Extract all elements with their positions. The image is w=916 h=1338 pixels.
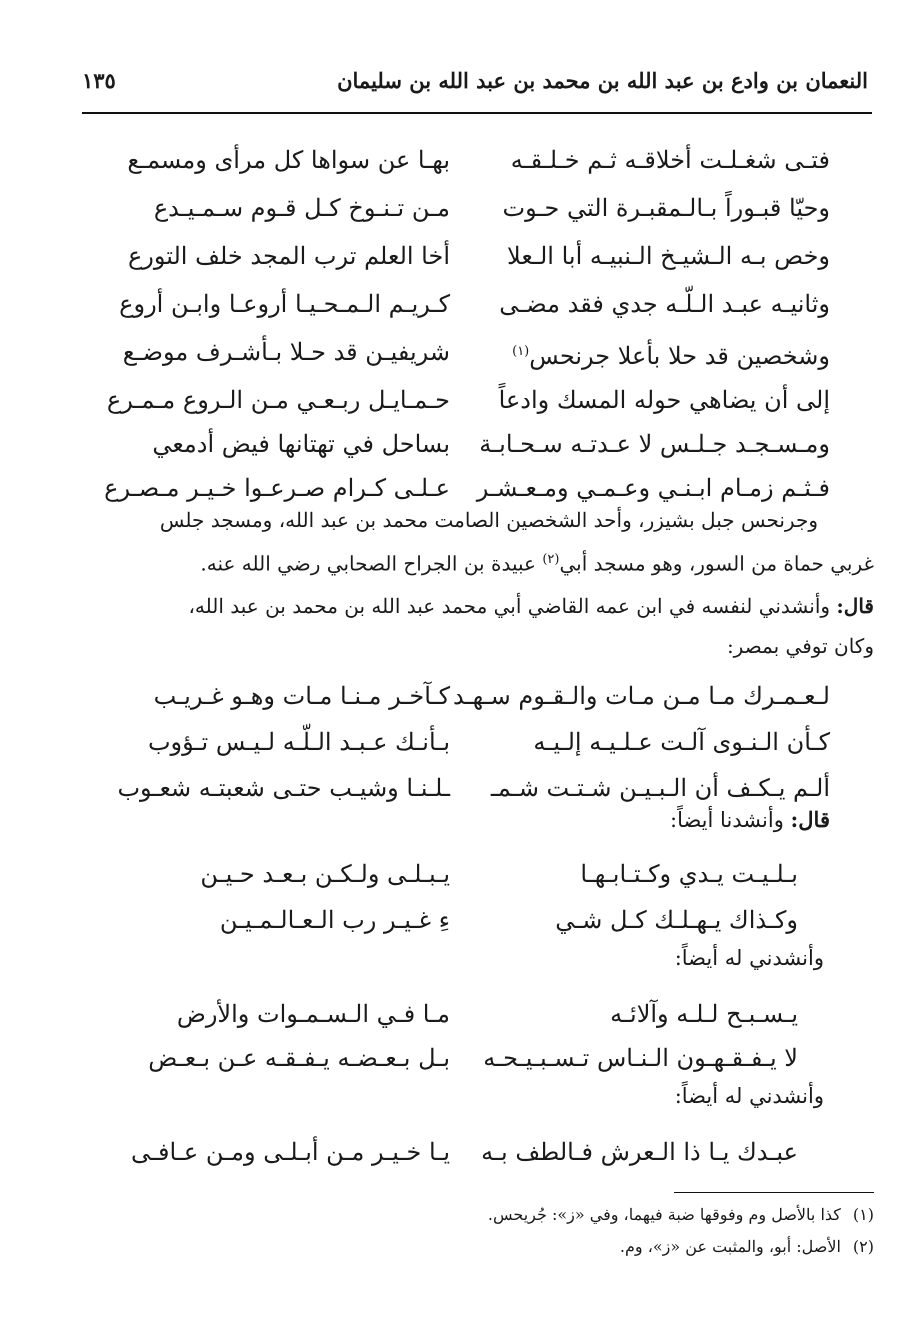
verse-first-hemistich: فتـى شغـلـت أخلاقـه ثـم خـلـقـه bbox=[510, 146, 830, 174]
prose-line bbox=[40, 540, 874, 584]
verse-second-hemistich: مـن تـنـوخ كـل قـوم سـمـيـدع bbox=[153, 194, 450, 222]
page-header bbox=[82, 62, 868, 102]
intro-text: وأنشدنا أيضاً: bbox=[670, 808, 791, 832]
verse-first-hemistich: فـثـم زمـام ابـنـي وعـمـي ومـعـشـر bbox=[476, 474, 830, 502]
verse-second-hemistich: عـلـى كـرام صـرعـوا خـيـر مـصـرع bbox=[104, 474, 450, 502]
verse-second-hemistich: بـأنـك عـبـد الـلّـه لـيـس تـؤوب bbox=[147, 728, 450, 756]
footnote bbox=[60, 1202, 874, 1228]
qal-label: قال: bbox=[790, 807, 830, 832]
commentary-paragraph bbox=[40, 500, 874, 584]
verse-first-hemistich: لـعـمـرك مـا مـن مـات والـقـوم سـهـد bbox=[452, 682, 830, 710]
footnote-marker[interactable]: (٢) bbox=[542, 552, 560, 567]
verse-first-hemistich: يـسـبـح لـلـه وآلائـه bbox=[610, 1000, 798, 1028]
footnote-text: كذا بالأصل وم وفوقها ضبة فيهما، وفي «ز»: جُريحس. bbox=[487, 1205, 841, 1224]
verse-second-hemistich: كـآخـر مـنـا مـات وهـو غـريـب bbox=[153, 682, 450, 710]
header-rule bbox=[82, 112, 872, 114]
running-title: النعمان بن وادع بن عبد الله بن محمد بن عبد الله بن سليمان bbox=[337, 68, 868, 93]
verse-second-hemistich: مـا فـي الـسـمـوات والأرض bbox=[176, 1000, 450, 1028]
verse-second-hemistich: حـمـايـل ربـعـي مـن الـروع مـمـرع bbox=[106, 386, 450, 414]
verse-first-hemistich: كـأن الـنـوى آلـت عـلـيـه إلـيـه bbox=[533, 728, 830, 756]
verse-first-hemistich: عبـدك يـا ذا الـعرش فـالطف بـه bbox=[481, 1138, 798, 1166]
verse-second-hemistich: بـل بـعـضـه يـفـقـه عـن بـعـض bbox=[148, 1044, 450, 1072]
poem5-verse bbox=[0, 1130, 916, 1174]
verse-second-hemistich: كـريـم الـمـحـيـا أروعـا وابـن أروع bbox=[119, 290, 450, 318]
verse-first-hemistich: وكـذاك يـهـلـك كـل شـي bbox=[555, 906, 798, 934]
poem3-verse bbox=[0, 852, 916, 896]
poem4-verse bbox=[0, 1036, 916, 1080]
prose-text: غربي حماة من السور، وهو مسجد أبي bbox=[559, 551, 874, 576]
verse-first-hemistich: ألـم يـكـف أن الـبـيـن شـتـت شـمـ bbox=[490, 774, 830, 802]
verse-second-hemistich: يـا خـيـر مـن أبـلـى ومـن عـافـى bbox=[131, 1138, 450, 1166]
poem1-verse bbox=[0, 378, 916, 422]
verse-first-hemistich: ومـسـجـد جـلـس لا عـدتـه سـحـابـة bbox=[479, 430, 830, 458]
verse-second-hemistich: ءِ غـيـر رب الـعـالـمـيـن bbox=[219, 906, 450, 934]
footnote-rule bbox=[674, 1192, 874, 1193]
verse-first-hemistich: وثانيـه عبـد الـلّـه جدي فقد مضـى bbox=[499, 290, 830, 318]
poem1-verse bbox=[0, 138, 916, 182]
verse-second-hemistich: ـلـنـا وشيـب حتـى شعبتـه شعـوب bbox=[117, 774, 450, 802]
verse-first-hemistich: وحيّا قبـوراً بـالـمقبـرة التي حـوت bbox=[502, 194, 830, 222]
narration-paragraph bbox=[40, 586, 874, 666]
footnote-text: الأصل: أبو، والمثبت عن «ز»، وم. bbox=[619, 1237, 841, 1256]
verse-first-hemistich: وخص بـه الـشيـخ الـنبيـه أبا الـعلا bbox=[507, 242, 830, 270]
poem1-verse bbox=[0, 186, 916, 230]
prose-text: عبيدة بن الجراح الصحابي رضي الله عنه. bbox=[200, 551, 543, 576]
poem4-verse bbox=[0, 992, 916, 1036]
verse-first-hemistich: إلى أن يضاهي حوله المسك وادعاً bbox=[498, 386, 830, 414]
intro-line bbox=[670, 800, 830, 840]
poem2-verse bbox=[0, 674, 916, 718]
prose-text: وأنشدني لنفسه في ابن عمه القاضي أبي محمد عبد الله بن محمد بن عبد الله، bbox=[188, 594, 837, 618]
poem1-verse bbox=[0, 330, 916, 374]
page-number: ١٣٥ bbox=[82, 68, 116, 93]
poem1-verse bbox=[0, 422, 916, 466]
verse-second-hemistich: شريفيـن قد حـلا بـأشـرف موضـع bbox=[122, 338, 450, 366]
verse-second-hemistich: بساحل في تهتانها فيض أدمعي bbox=[152, 430, 450, 458]
prose-line: وكان توفي بمصر: bbox=[726, 634, 874, 658]
prose-line bbox=[40, 586, 874, 626]
poem2-verse bbox=[0, 720, 916, 764]
verse-first-hemistich: بـلـيـت يـدي وكـتـابـهـا bbox=[580, 860, 798, 888]
verse-first-hemistich: لا يـفـقـهـون الـنـاس تـسـبـيـحـه bbox=[483, 1044, 798, 1072]
verse-second-hemistich: يـبـلـى ولـكـن بـعـد حـيـن bbox=[200, 860, 450, 888]
intro-line: وأنشدني له أيضاً: bbox=[674, 1084, 824, 1108]
intro-line: وأنشدني له أيضاً: bbox=[674, 946, 824, 970]
verse-first-hemistich bbox=[512, 330, 830, 378]
poem1-verse bbox=[0, 282, 916, 326]
verse-text: وشخصين قد حلا بأعلا جرنحس bbox=[529, 342, 830, 370]
verse-second-hemistich: أخا العلم ترب المجد خلف التورع bbox=[127, 242, 450, 270]
qal-label: قال: bbox=[836, 594, 874, 618]
verse-second-hemistich: بهـا عن سواها كل مرأى ومسمـع bbox=[127, 146, 450, 174]
poem1-verse bbox=[0, 234, 916, 278]
footnote-number: (٢) bbox=[852, 1237, 874, 1256]
poem3-verse bbox=[0, 898, 916, 942]
footnote bbox=[60, 1234, 874, 1260]
footnote-number: (١) bbox=[852, 1205, 874, 1224]
footnote-marker[interactable]: (١) bbox=[512, 344, 530, 359]
prose-line: وجرنحس جبل بشيزر، وأحد الشخصين الصامت محمد بن عبد الله، ومسجد جلس bbox=[159, 508, 818, 532]
